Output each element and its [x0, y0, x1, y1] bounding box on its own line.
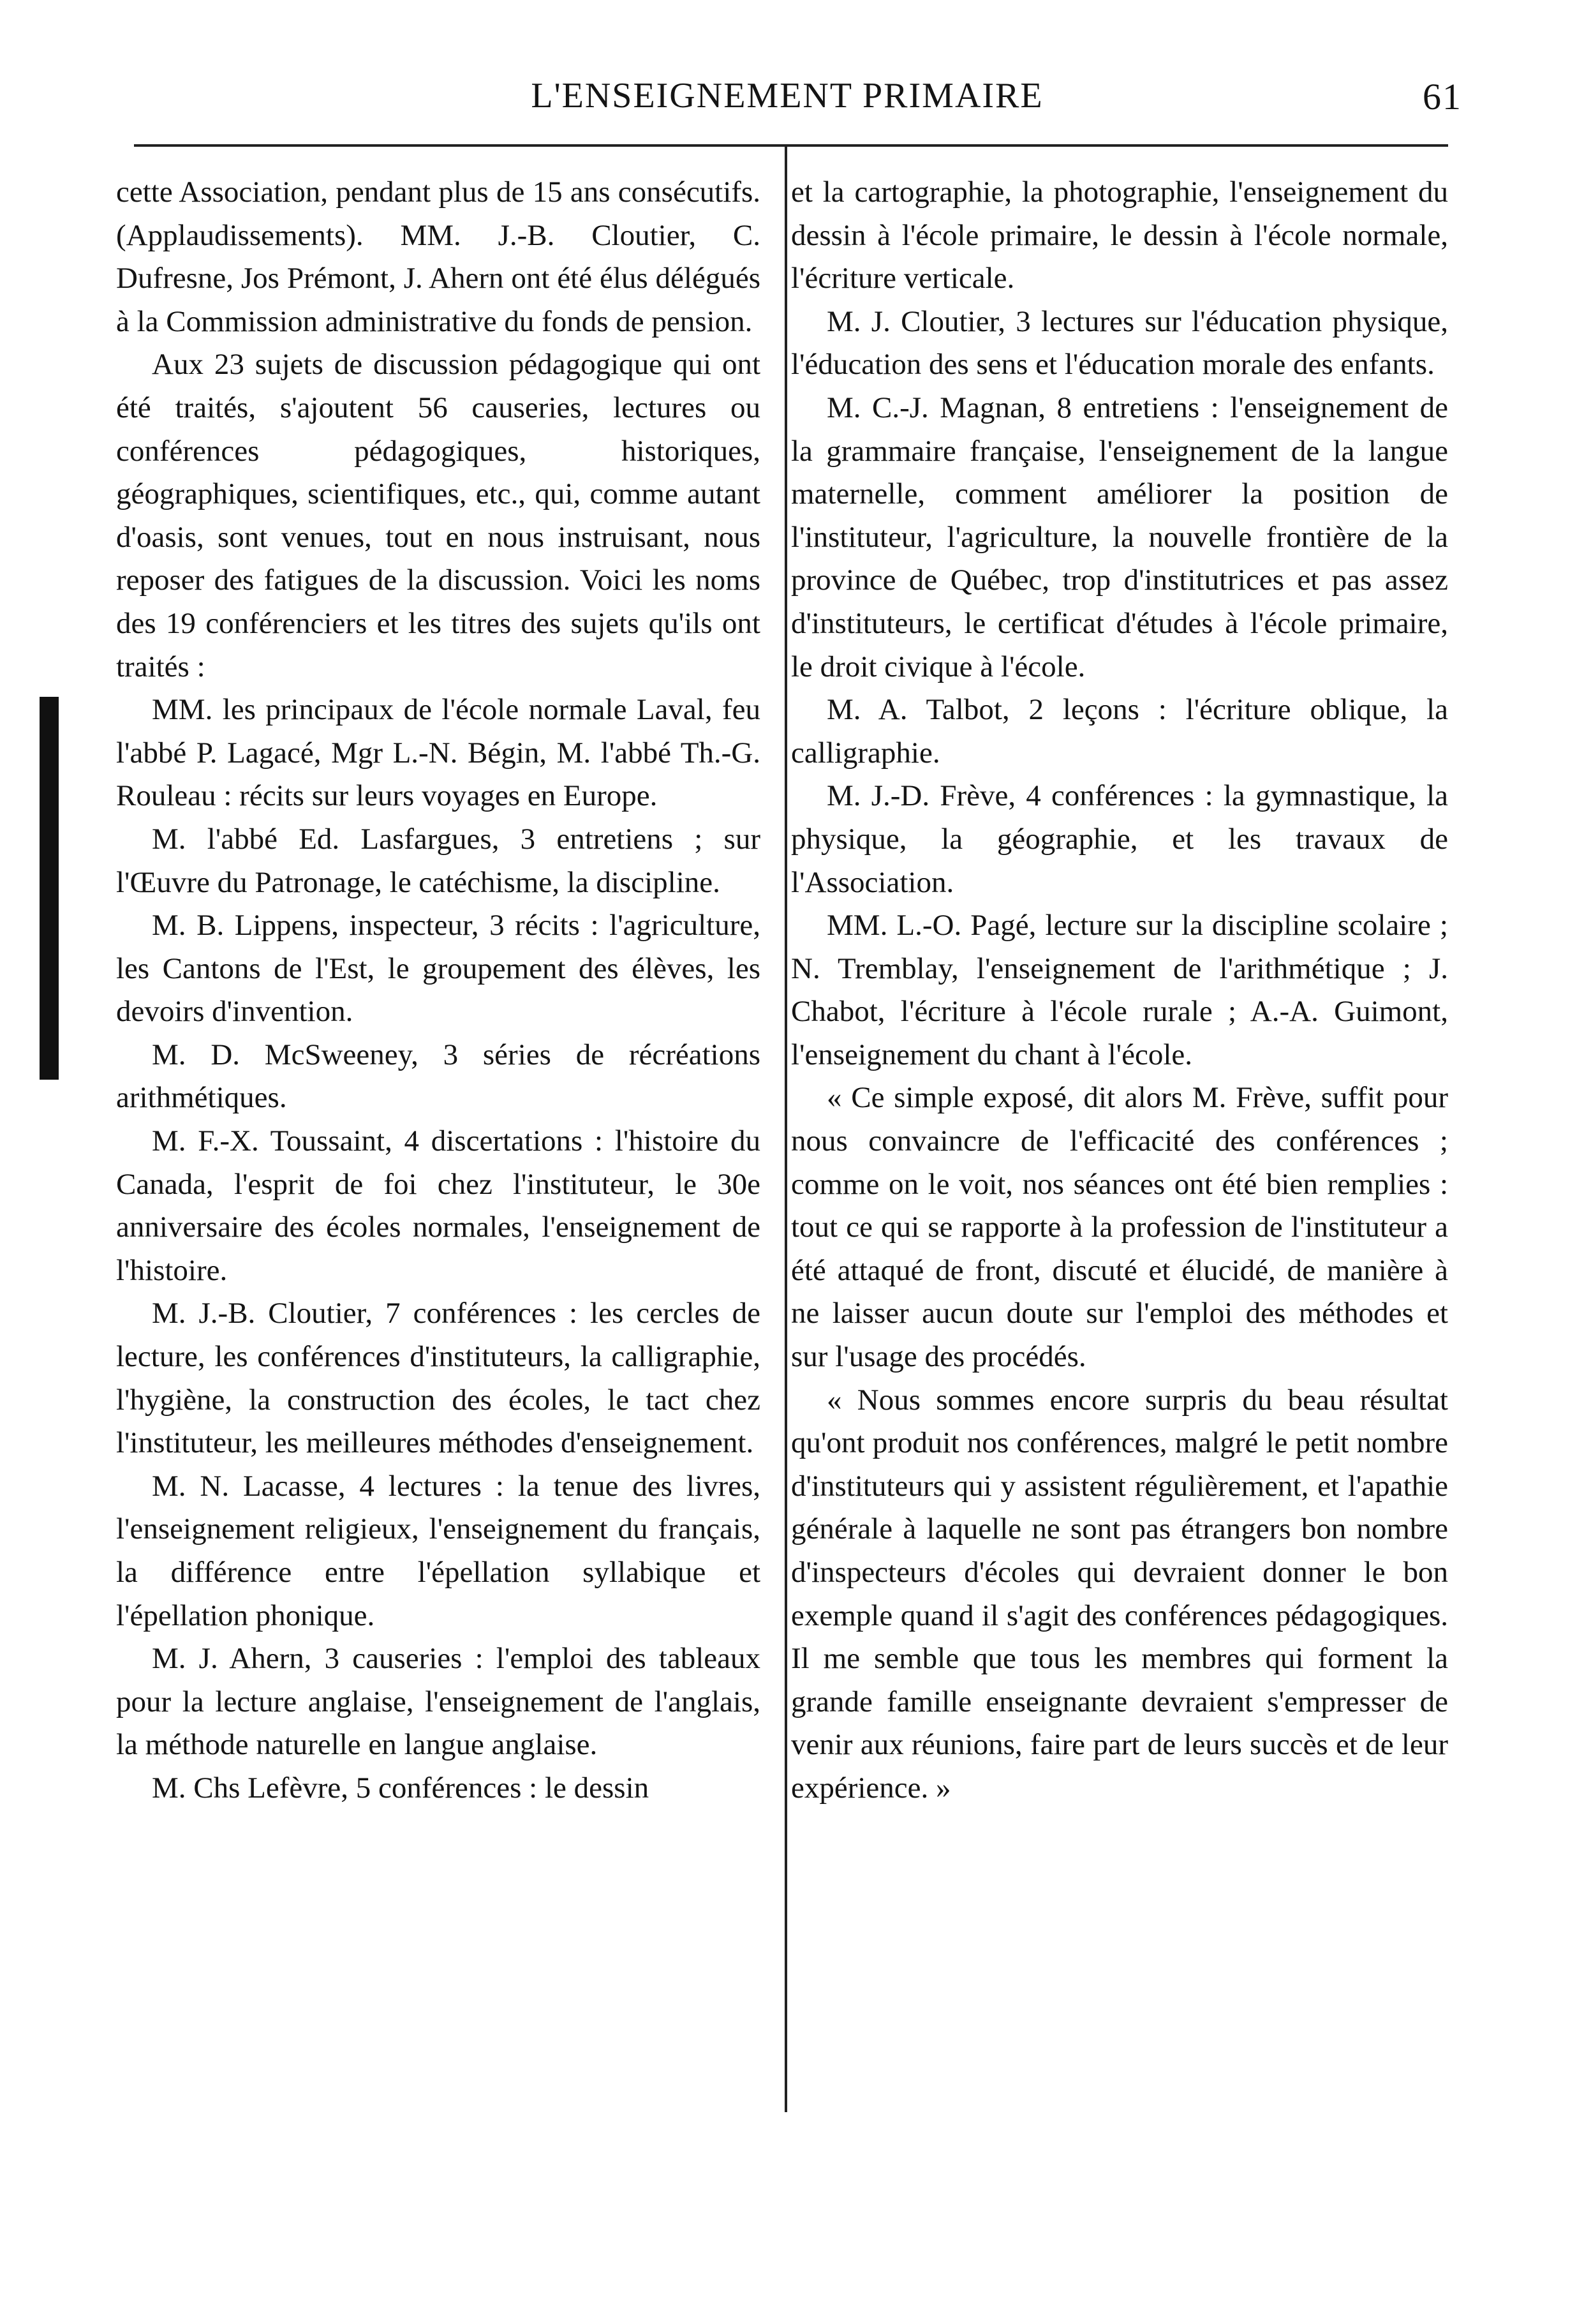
paragraph: cette Association, pendant plus de 15 ans consécutifs. (Applaudissements). MM. J.-B. Cloutier, C. Dufresne, Jos Prémont, J. Ahern ont été élus délégués à la Commission administrative du fonds de pension.: [116, 175, 760, 338]
paragraph: « Ce simple exposé, dit alors M. Frève, suffit pour nous convaincre de l'efficacité des conférences ; comme on le voit, nos séances ont été bien remplies : tout ce qui se rapporte à la profession de l'instituteur a été attaqué de front, discuté et élucidé, de manière à ne laisser aucun doute sur l'emploi des méthodes et sur l'usage des procédés.: [791, 1081, 1448, 1374]
running-header: [112, 71, 1462, 123]
paragraph: M. F.-X. Toussaint, 4 discertations : l'histoire du Canada, l'esprit de foi chez l'instituteur, le 30e anniversaire des écoles normales, l'enseignement de l'histoire.: [116, 1124, 760, 1287]
paragraph: M. J.-D. Frève, 4 conférences : la gymnastique, la physique, la géographie, et les travaux de l'Association.: [791, 779, 1448, 899]
right-column: [791, 171, 1448, 1810]
paragraph: M. C.-J. Magnan, 8 entretiens : l'enseignement de la grammaire française, l'enseignement de la langue maternelle, comment améliorer la position de l'instituteur, l'agriculture, la nouvelle frontière de la province de Québec, trop d'institutrices et pas assez d'instituteurs, le certificat d'études à l'école primaire, le droit civique à l'école.: [791, 391, 1448, 683]
paragraph: « Nous sommes encore surpris du beau résultat qu'ont produit nos conférences, malgré le petit nombre d'instituteurs qui y assistent régulièrement, et l'apathie générale à laquelle ne sont pas étrangers bon nombre d'inspecteurs d'écoles qui devraient donner le bon exemple quand il s'agit des conférences pédagogiques. Il me semble que tous les membres qui forment la grande famille enseignante devraient s'empresser de venir aux réunions, faire part de leurs succès et de leur expérience. »: [791, 1383, 1448, 1805]
paragraph: M. Chs Lefèvre, 5 conférences : le dessin: [152, 1771, 649, 1805]
left-column: [116, 171, 760, 1810]
page-number: 61: [1423, 76, 1462, 117]
paragraph: M. J. Ahern, 3 causeries : l'emploi des tableaux pour la lecture anglaise, l'enseignement de l'anglais, la méthode naturelle en langue anglaise.: [116, 1642, 760, 1762]
paragraph: M. D. McSweeney, 3 séries de récréations arithmétiques.: [116, 1038, 760, 1115]
paragraph: M. J. Cloutier, 3 lectures sur l'éducation physique, l'éducation des sens et l'éducation morale des enfants.: [791, 304, 1448, 382]
paragraph: MM. L.-O. Pagé, lecture sur la discipline scolaire ; N. Tremblay, l'enseignement de l'arithmétique ; J. Chabot, l'écriture à l'école rurale ; A.-A. Guimont, l'enseignement du chant à l'école.: [791, 909, 1448, 1071]
paragraph: M. A. Talbot, 2 leçons : l'écriture oblique, la calligraphie.: [791, 693, 1448, 770]
margin-scan-mark: [40, 697, 59, 1080]
paragraph: MM. les principaux de l'école normale Laval, feu l'abbé P. Lagacé, Mgr L.-N. Bégin, M. l'abbé Th.-G. Rouleau : récits sur leurs voyages en Europe.: [116, 693, 760, 813]
paragraph: M. B. Lippens, inspecteur, 3 récits : l'agriculture, les Cantons de l'Est, le groupement des élèves, les devoirs d'invention.: [116, 909, 760, 1029]
paragraph: M. l'abbé Ed. Lasfargues, 3 entretiens ; sur l'Œuvre du Patronage, le catéchisme, la discipline.: [116, 822, 760, 899]
running-title: L'ENSEIGNEMENT PRIMAIRE: [531, 76, 1044, 115]
paragraph: Aux 23 sujets de discussion pédagogique qui ont été traités, s'ajoutent 56 causeries, lectures ou conférences pédagogiques, historiques, géographiques, scientifiques, etc., qui, comme autant d'oasis, sont venues, tout en nous instruisant, nous reposer des fatigues de la discussion. Voici les noms des 19 conférenciers et les titres des sujets qu'ils ont traités :: [116, 348, 760, 683]
column-separator: [785, 147, 787, 2112]
paragraph: M. N. Lacasse, 4 lectures : la tenue des livres, l'enseignement religieux, l'enseignement du français, la différence entre l'épellation syllabique et l'épellation phonique.: [116, 1469, 760, 1632]
paragraph: M. J.-B. Cloutier, 7 conférences : les cercles de lecture, les conférences d'instituteurs, la calligraphie, l'hygiène, la construction des écoles, le tact chez l'instituteur, les meilleures méthodes d'enseignement.: [116, 1297, 760, 1460]
header-rule: [134, 144, 1448, 147]
paragraph: et la cartographie, la photographie, l'enseignement du dessin à l'école primaire, le dessin à l'école normale, l'écriture verticale.: [791, 175, 1448, 295]
